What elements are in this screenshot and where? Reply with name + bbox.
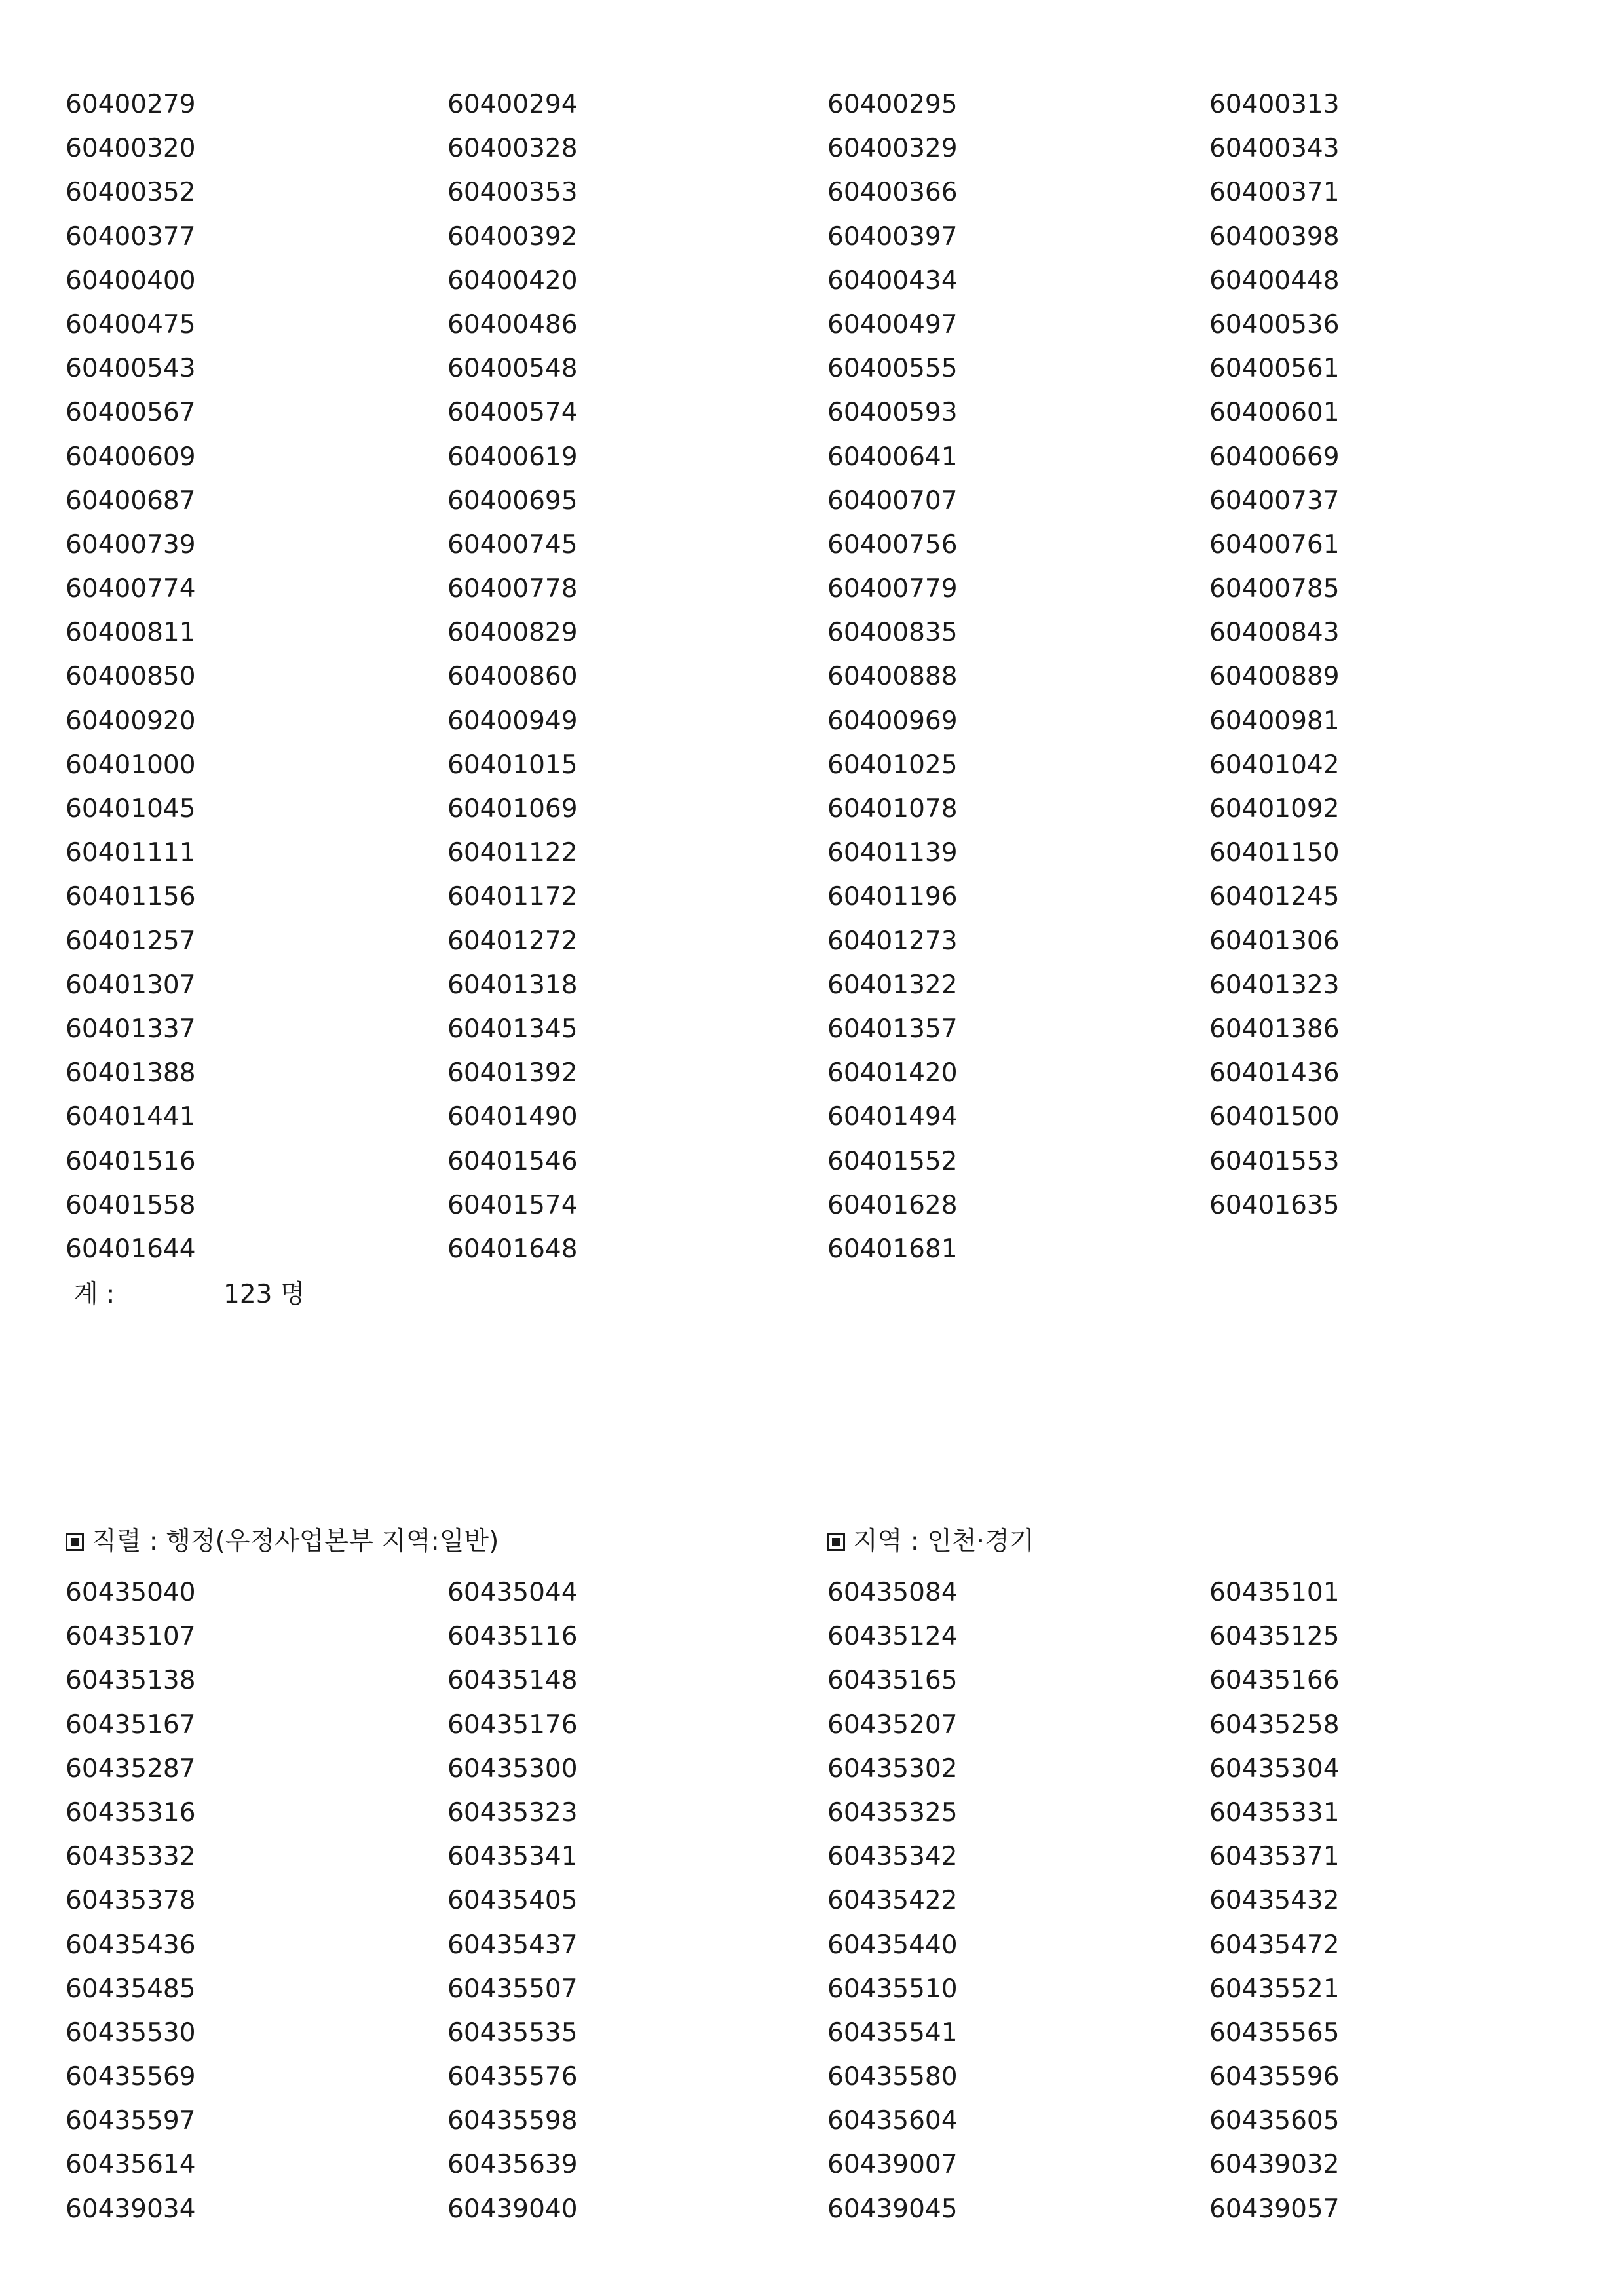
applicant-id: 60400353 [447,178,578,208]
applicant-id: 60435084 [827,1578,958,1607]
applicant-id: 60435378 [66,1886,196,1916]
applicant-id: 60400811 [66,618,196,648]
applicant-id: 60400981 [1209,706,1340,736]
applicant-id: 60435580 [827,2062,958,2092]
applicant-id: 60435323 [447,1797,578,1827]
applicant-id: 60435207 [827,1710,958,1740]
applicant-id: 60401546 [447,1146,578,1176]
applicant-id: 60435510 [827,1974,958,2004]
applicant-id: 60400779 [827,574,958,604]
applicant-id: 60435472 [1209,1930,1340,1960]
applicant-id: 60435176 [447,1710,578,1740]
applicant-id: 60435148 [447,1666,578,1696]
applicant-id: 60435436 [66,1930,196,1960]
applicant-id: 60435422 [827,1886,958,1916]
applicant-id: 60400850 [66,662,196,692]
applicant-id: 60435258 [1209,1710,1340,1740]
applicant-id: 60400434 [827,265,958,296]
applicant-id: 60400352 [66,178,196,208]
applicant-id: 60435125 [1209,1622,1340,1652]
applicant-id: 60400593 [827,398,958,428]
region-header-text: 지역 : 인천·경기 [853,1527,1034,1556]
applicant-id: 60435405 [447,1886,578,1916]
applicant-id: 60400745 [447,529,578,560]
applicant-id: 60435639 [447,2150,578,2180]
applicant-id: 60435165 [827,1666,958,1696]
applicant-id: 60439032 [1209,2150,1340,2180]
applicant-id: 60439040 [447,2194,578,2224]
applicant-id: 60400343 [1209,134,1340,164]
applicant-id: 60400475 [66,309,196,339]
applicant-id: 60400619 [447,442,578,472]
applicant-id: 60400448 [1209,265,1340,296]
applicant-id: 60401015 [447,750,578,780]
applicant-id: 60400739 [66,529,196,560]
square-bullet-icon [66,1533,84,1551]
applicant-id: 60439034 [66,2194,196,2224]
applicant-id: 60401042 [1209,750,1340,780]
applicant-id: 60435565 [1209,2018,1340,2048]
applicant-id: 60435541 [827,2018,958,2048]
applicant-id: 60401122 [447,838,578,868]
applicant-id: 60400329 [827,134,958,164]
applicant-id: 60401257 [66,926,196,956]
applicant-id: 60400574 [447,398,578,428]
applicant-id: 60435485 [66,1974,196,2004]
applicant-id: 60400774 [66,574,196,604]
applicant-id: 60435138 [66,1666,196,1696]
applicant-id: 60400328 [447,134,578,164]
applicant-id: 60400889 [1209,662,1340,692]
applicant-id: 60400295 [827,90,958,119]
applicant-id: 60401025 [827,750,958,780]
applicant-id: 60400835 [827,618,958,648]
applicant-id: 60400279 [66,90,196,119]
applicant-id: 60400969 [827,706,958,736]
applicant-id: 60401436 [1209,1058,1340,1088]
applicant-id: 60400294 [447,90,578,119]
applicant-id: 60401490 [447,1102,578,1132]
applicant-id: 60400398 [1209,221,1340,252]
applicant-id: 60401420 [827,1058,958,1088]
applicant-id: 60401318 [447,970,578,1000]
applicant-id: 60401500 [1209,1102,1340,1132]
applicant-id: 60401307 [66,970,196,1000]
applicant-id: 60435304 [1209,1753,1340,1784]
applicant-id: 60401322 [827,970,958,1000]
applicant-id: 60435597 [66,2106,196,2136]
applicant-id-list-2 [66,1571,1406,2231]
applicant-id: 60401558 [66,1190,196,1220]
applicant-id: 60435604 [827,2106,958,2136]
applicant-id: 60435101 [1209,1578,1340,1607]
applicant-id: 60400392 [447,221,578,252]
applicant-id: 60435300 [447,1753,578,1784]
total-label: 계 : [73,1280,115,1309]
applicant-id: 60400497 [827,309,958,339]
applicant-id: 60400548 [447,354,578,384]
series-header-text: 직렬 : 행정(우정사업본부 지역:일반) [92,1527,499,1556]
applicant-id: 60435040 [66,1578,196,1607]
applicant-id: 60435316 [66,1797,196,1827]
applicant-id: 60400486 [447,309,578,339]
applicant-id: 60435605 [1209,2106,1340,2136]
applicant-id: 60400687 [66,486,196,516]
applicant-id: 60400555 [827,354,958,384]
applicant-id: 60400843 [1209,618,1340,648]
applicant-id: 60435044 [447,1578,578,1607]
applicant-id: 60435614 [66,2150,196,2180]
applicant-id: 60435507 [447,1974,578,2004]
applicant-id: 60400313 [1209,90,1340,119]
applicant-id: 60400949 [447,706,578,736]
applicant-id: 60401357 [827,1014,958,1044]
applicant-id: 60400778 [447,574,578,604]
applicant-id: 60401150 [1209,838,1340,868]
applicant-id: 60401644 [66,1234,196,1264]
applicant-id: 60400400 [66,265,196,296]
applicant-id: 60400785 [1209,574,1340,604]
applicant-id: 60401441 [66,1102,196,1132]
applicant-id: 60401345 [447,1014,578,1044]
applicant-id: 60400695 [447,486,578,516]
applicant-id: 60401000 [66,750,196,780]
applicant-id: 60401337 [66,1014,196,1044]
applicant-id: 60401196 [827,882,958,912]
applicant-id: 60435530 [66,2018,196,2048]
applicant-id: 60401045 [66,794,196,824]
applicant-id: 60401272 [447,926,578,956]
applicant-id: 60400707 [827,486,958,516]
applicant-id: 60435341 [447,1842,578,1872]
applicant-id: 60401628 [827,1190,958,1220]
applicant-id: 60400920 [66,706,196,736]
applicant-id: 60400371 [1209,178,1340,208]
region-header [827,1520,1034,1563]
applicant-id: 60401574 [447,1190,578,1220]
applicant-id-list-1 [66,83,1406,1271]
applicant-id: 60435521 [1209,1974,1340,2004]
applicant-id: 60435535 [447,2018,578,2048]
applicant-id: 60400737 [1209,486,1340,516]
applicant-id: 60435332 [66,1842,196,1872]
applicant-id: 60401092 [1209,794,1340,824]
applicant-id: 60400669 [1209,442,1340,472]
applicant-id: 60401139 [827,838,958,868]
applicant-id: 60435569 [66,2062,196,2092]
applicant-id: 60435331 [1209,1797,1340,1827]
applicant-id: 60435432 [1209,1886,1340,1916]
applicant-id: 60401648 [447,1234,578,1264]
applicant-id: 60400756 [827,529,958,560]
applicant-id: 60400860 [447,662,578,692]
applicant-id: 60400567 [66,398,196,428]
applicant-id: 60439057 [1209,2194,1340,2224]
applicant-id: 60401386 [1209,1014,1340,1044]
applicant-id: 60439045 [827,2194,958,2224]
square-bullet-icon [827,1533,845,1551]
applicant-id: 60435124 [827,1622,958,1652]
applicant-id: 60435287 [66,1753,196,1784]
applicant-id: 60435107 [66,1622,196,1652]
applicant-id: 60435596 [1209,2062,1340,2092]
applicant-id: 60400320 [66,134,196,164]
applicant-id: 60400888 [827,662,958,692]
total-count: 123 명 [223,1280,305,1309]
applicant-id: 60400601 [1209,398,1340,428]
applicant-id: 60401681 [827,1234,958,1264]
applicant-id: 60400377 [66,221,196,252]
applicant-id: 60401552 [827,1146,958,1176]
applicant-id: 60435598 [447,2106,578,2136]
applicant-id: 60435440 [827,1930,958,1960]
applicant-id: 60400641 [827,442,958,472]
applicant-id: 60401323 [1209,970,1340,1000]
applicant-id: 60435371 [1209,1842,1340,1872]
applicant-id: 60401392 [447,1058,578,1088]
applicant-id: 60400543 [66,354,196,384]
applicant-id: 60400397 [827,221,958,252]
applicant-id: 60435325 [827,1797,958,1827]
applicant-id: 60401156 [66,882,196,912]
applicant-id: 60435576 [447,2062,578,2092]
applicant-id: 60400366 [827,178,958,208]
applicant-id: 60401516 [66,1146,196,1176]
series-header [66,1520,499,1563]
applicant-id: 60400829 [447,618,578,648]
applicant-id: 60401273 [827,926,958,956]
applicant-id: 60435437 [447,1930,578,1960]
total-row [73,1272,305,1316]
applicant-id: 60435166 [1209,1666,1340,1696]
applicant-id: 60401172 [447,882,578,912]
applicant-id: 60400536 [1209,309,1340,339]
applicant-id: 60435342 [827,1842,958,1872]
applicant-id: 60401635 [1209,1190,1340,1220]
applicant-id: 60401494 [827,1102,958,1132]
applicant-id: 60435116 [447,1622,578,1652]
applicant-id: 60439007 [827,2150,958,2180]
applicant-id: 60400561 [1209,354,1340,384]
applicant-id: 60400420 [447,265,578,296]
applicant-id: 60400609 [66,442,196,472]
applicant-id: 60401111 [66,838,196,868]
applicant-id: 60401245 [1209,882,1340,912]
applicant-id: 60401078 [827,794,958,824]
applicant-id: 60401388 [66,1058,196,1088]
applicant-id: 60435167 [66,1710,196,1740]
applicant-id: 60401553 [1209,1146,1340,1176]
applicant-id: 60435302 [827,1753,958,1784]
applicant-id: 60401306 [1209,926,1340,956]
applicant-id: 60400761 [1209,529,1340,560]
applicant-id: 60401069 [447,794,578,824]
